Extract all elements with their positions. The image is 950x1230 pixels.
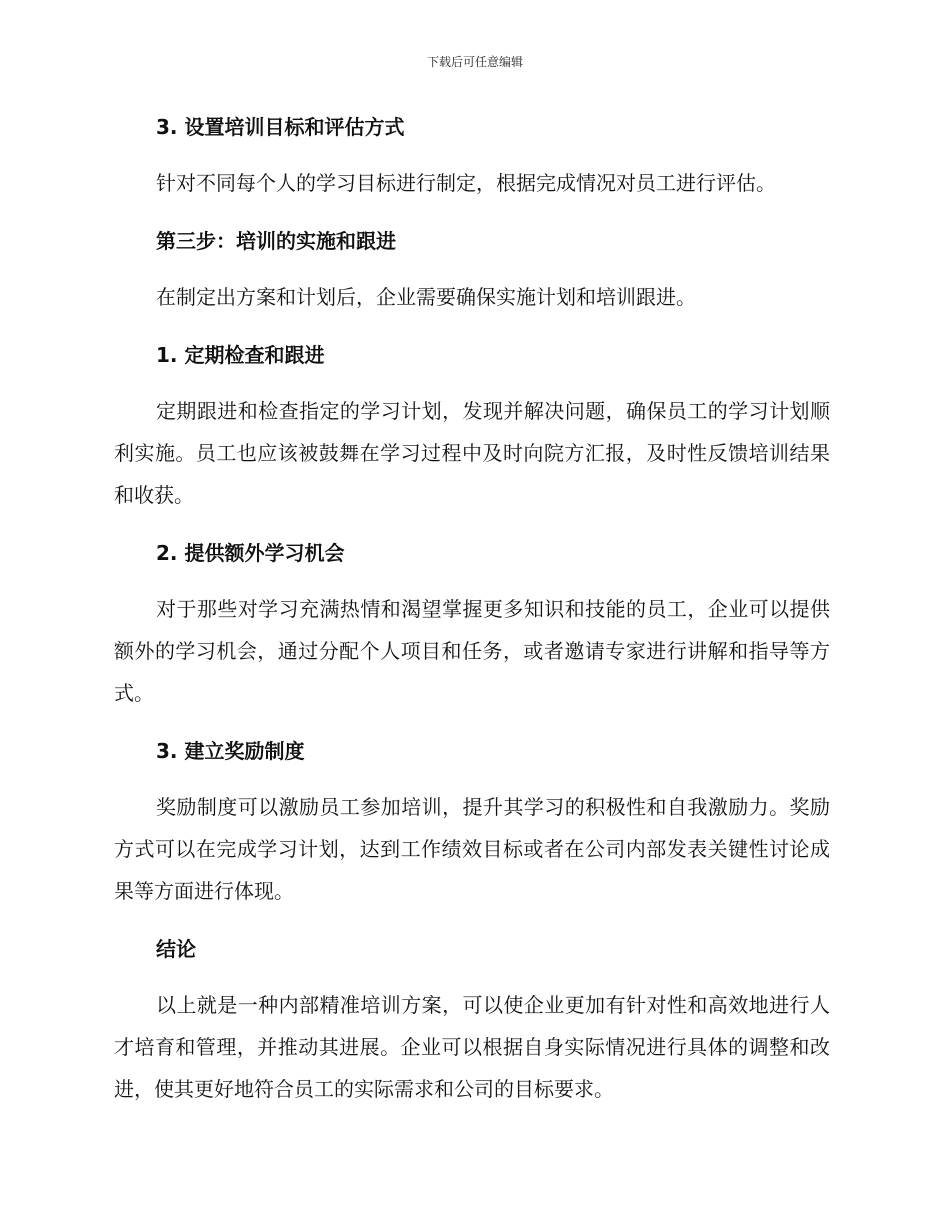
heading-conclusion: 结论 (156, 937, 196, 961)
heading-step-three: 第三步：培训的实施和跟进 (156, 229, 396, 253)
heading-extra-learning: 2. 提供额外学习机会 (156, 541, 345, 565)
paragraph-conclusion: 以上就是一种内部精准培训方案，可以使企业更加有针对性和高效地进行人才培育和管理，并推动其进展。企业可以根据自身实际情况进行具体的调整和改进，使其更好地符合员工的实际需求和公司的目标要求。 (114, 993, 830, 1101)
paragraph-extra-learning: 对于那些对学习充满热情和渴望掌握更多知识和技能的员工，企业可以提供额外的学习机会，通过分配个人项目和任务，或者邀请专家进行讲解和指导等方式。 (114, 597, 830, 705)
paragraph-reward-system: 奖励制度可以激励员工参加培训，提升其学习的积极性和自我激励力。奖励方式可以在完成学习计划，达到工作绩效目标或者在公司内部发表关键性讨论成果等方面进行体现。 (114, 795, 830, 903)
paragraph-step-three: 在制定出方案和计划后，企业需要确保实施计划和培训跟进。 (156, 285, 696, 309)
heading-reward-system: 3. 建立奖励制度 (156, 739, 305, 763)
heading-regular-check: 1. 定期检查和跟进 (156, 343, 325, 367)
heading-training-goals: 3. 设置培训目标和评估方式 (156, 115, 405, 139)
paragraph-regular-check: 定期跟进和检查指定的学习计划，发现并解决问题，确保员工的学习计划顺利实施。员工也应该被鼓舞在学习过程中及时向院方汇报，及时性反馈培训结果和收获。 (114, 399, 830, 507)
paragraph-training-goals: 针对不同每个人的学习目标进行制定，根据完成情况对员工进行评估。 (156, 171, 776, 195)
document-body (114, 108, 830, 1110)
running-header: 下载后可任意编辑 (426, 55, 523, 69)
